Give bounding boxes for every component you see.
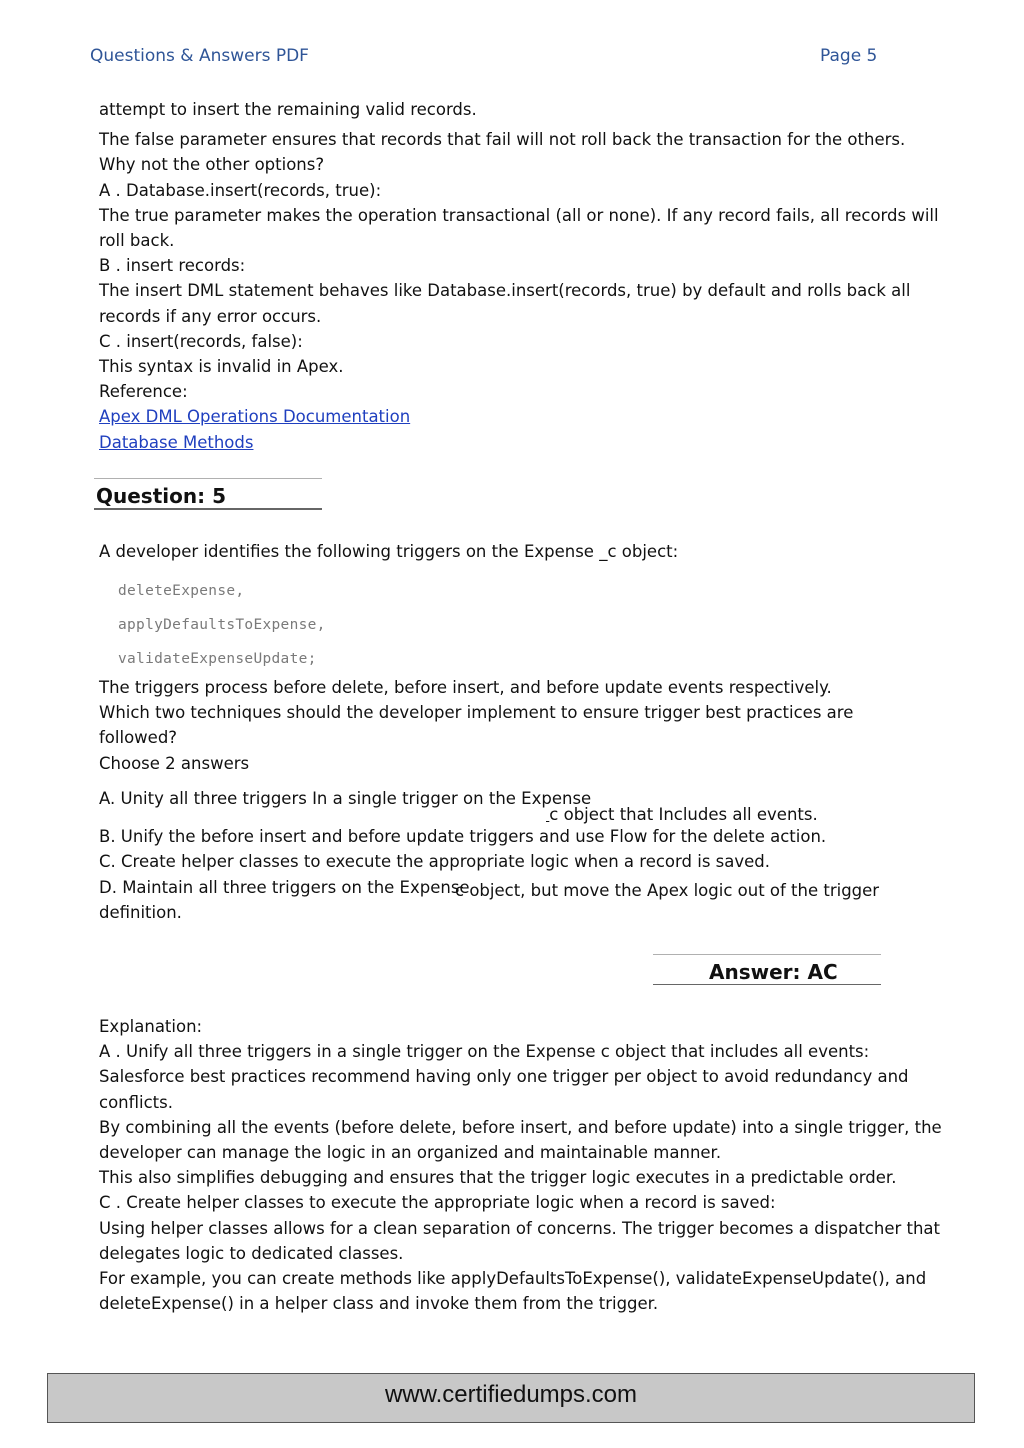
text-line: Explanation:: [99, 1017, 203, 1036]
question-body: [99, 675, 979, 776]
question-intro: [99, 539, 979, 564]
option-d-continuation: c object, but move the Apex logic out of the trigger: [455, 881, 880, 900]
text-line: conflicts.: [99, 1092, 173, 1112]
option-b: B. Unify the before insert and before update triggers and use Flow for the delete action.: [99, 827, 827, 846]
text-line: Choose 2 answers: [99, 753, 250, 773]
text-line: The triggers process before delete, before insert, and before update events respectively.: [99, 678, 832, 697]
text-line: Why not the other options?: [99, 155, 325, 175]
footer-banner: [47, 1373, 975, 1423]
text-line: A developer identifies the following triggers on the Expense _c object:: [99, 542, 679, 561]
option-a: A. Unity all three triggers In a single trigger on the Expense: [99, 789, 592, 808]
footer-url[interactable]: www.certifiedumps.com: [384, 1381, 638, 1408]
previous-explanation: [99, 97, 979, 455]
text-line: Which two techniques should the developer implement to ensure trigger best practices are: [99, 703, 854, 723]
text-line: This also simplifies debugging and ensures that the trigger logic executes in a predictable order.: [99, 1168, 897, 1188]
answer-rule-top: [653, 954, 881, 955]
database-methods-link[interactable]: Database Methods: [99, 432, 254, 452]
text-line: deleteExpense() in a helper class and invoke them from the trigger.: [99, 1294, 659, 1314]
text-line: delegates logic to dedicated classes.: [99, 1243, 404, 1263]
question-title: Question: 5: [96, 484, 226, 508]
text-line: This syntax is invalid in Apex.: [99, 357, 344, 377]
text-line: C . insert(records, false):: [99, 331, 303, 351]
answer-rule-bottom: [653, 984, 881, 985]
text-line: A . Unify all three triggers in a single trigger on the Expense c object that includes all events:: [99, 1042, 870, 1062]
option-d-end: definition.: [99, 903, 182, 922]
answer-title: Answer: AC: [709, 960, 838, 984]
code-line: validateExpenseUpdate;: [118, 651, 317, 667]
text-line: followed?: [99, 728, 178, 748]
text-line: The false parameter ensures that records that fail will not roll back the transaction for the others.: [99, 130, 906, 150]
text-line: roll back.: [99, 231, 175, 251]
text-line: Using helper classes allows for a clean separation of concerns. The trigger becomes a dispatcher that: [99, 1218, 941, 1238]
text-line: records if any error occurs.: [99, 306, 322, 326]
code-line: deleteExpense,: [118, 583, 245, 599]
text-line: C . Create helper classes to execute the appropriate logic when a record is saved:: [99, 1193, 776, 1213]
text-line: developer can manage the logic in an organized and maintainable manner.: [99, 1143, 722, 1163]
option-c: C. Create helper classes to execute the appropriate logic when a record is saved.: [99, 852, 771, 871]
question-rule-top: [94, 478, 322, 479]
question-rule-bottom: [94, 508, 322, 510]
text-line: A . Database.insert(records, true):: [99, 180, 382, 200]
header-title: Questions & Answers PDF: [90, 46, 309, 66]
apex-dml-docs-link[interactable]: Apex DML Operations Documentation: [99, 407, 411, 427]
text-line: Salesforce best practices recommend having only one trigger per object to avoid redundancy and: [99, 1067, 909, 1087]
explanation: [99, 1014, 979, 1316]
text-line: The insert DML statement behaves like Database.insert(records, true) by default and rolls back all: [99, 281, 911, 301]
text-line: attempt to insert the remaining valid records.: [99, 100, 477, 119]
text-line: Reference:: [99, 382, 188, 402]
text-line: For example, you can create methods like applyDefaultsToExpense(), validateExpenseUpdate(), and: [99, 1269, 927, 1289]
option-d: D. Maintain all three triggers on the Expense: [99, 878, 470, 897]
page-number: Page 5: [820, 46, 878, 66]
option-a-continuation: c object that Includes all events.: [549, 805, 818, 824]
trigger-code-snippet: [118, 574, 326, 676]
text-line: B . insert records:: [99, 256, 246, 276]
text-line: The true parameter makes the operation transactional (all or none). If any record fails, all records will: [99, 205, 939, 225]
code-line: applyDefaultsToExpense,: [118, 617, 326, 633]
text-line: By combining all the events (before delete, before insert, and before update) into a single trigger, the: [99, 1117, 942, 1137]
